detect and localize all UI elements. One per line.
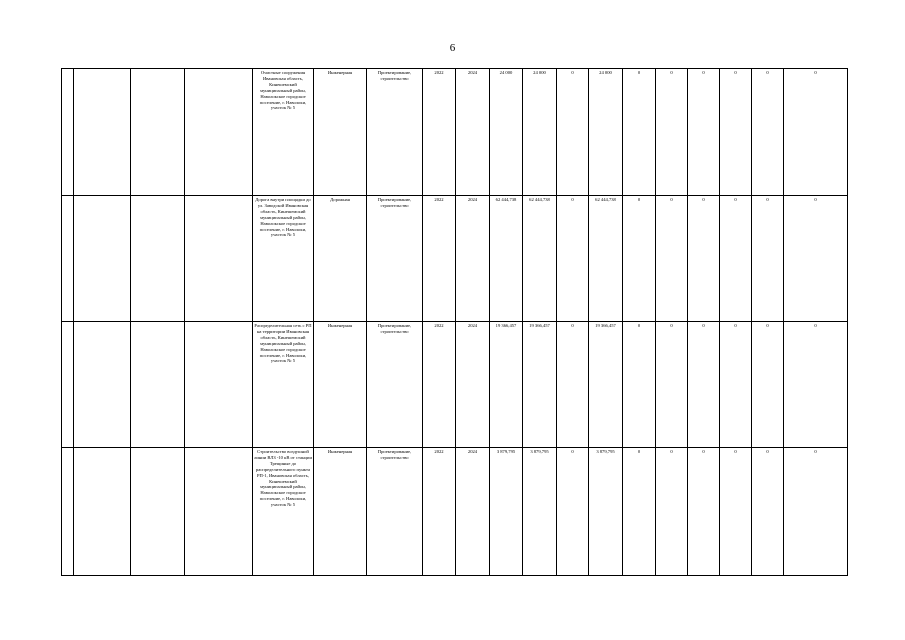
empty-cell bbox=[185, 69, 253, 196]
value-cell-v8: 0 bbox=[752, 69, 784, 196]
object-name-cell: Очистные сооружения Ивановская область, Кинешемский муниципальный район, Наволокское городское поселение, г. Наволоки, участок № 5 bbox=[253, 69, 314, 196]
empty-cell bbox=[185, 322, 253, 448]
value-cell-v2: 0 bbox=[557, 196, 589, 322]
table-row bbox=[62, 196, 902, 322]
value-cell-v9: 0 bbox=[784, 69, 848, 196]
value-cell-v8: 0 bbox=[752, 196, 784, 322]
value-cell-v9: 0 bbox=[784, 196, 848, 322]
end-year-cell: 2024 bbox=[456, 448, 490, 576]
empty-cell bbox=[62, 448, 74, 576]
value-cell-v2: 0 bbox=[557, 322, 589, 448]
value-cell-v5: 0 bbox=[656, 322, 688, 448]
value-cell-v2: 0 bbox=[557, 448, 589, 576]
start-year-cell: 2022 bbox=[423, 448, 456, 576]
value-cell-v6: 0 bbox=[688, 196, 720, 322]
value-cell-v7: 0 bbox=[720, 322, 752, 448]
value-cell-v1: 24 000 bbox=[523, 69, 557, 196]
stage-cell: Проектирование, строительство bbox=[367, 448, 423, 576]
object-name-cell: Распределительная сеть с РП на территории Ивановская область, Кинешемский муниципальный район, Наволокское городское поселение, г. Наволоки, участок № 5 bbox=[253, 322, 314, 448]
value-cell-v8: 0 bbox=[752, 448, 784, 576]
object-type-cell: Инженерная bbox=[314, 448, 367, 576]
object-name-cell: Дорога внутри площадки до ул. Заводской Ивановская область, Кинешемский муниципальный район, Наволокское городское поселение, г. Наволоки, участок № 5 bbox=[253, 196, 314, 322]
value-cell-v6: 0 bbox=[688, 322, 720, 448]
table-row bbox=[62, 69, 902, 196]
table-row bbox=[62, 322, 902, 448]
start-year-cell: 2022 bbox=[423, 322, 456, 448]
empty-cell bbox=[62, 196, 74, 322]
end-year-cell: 2024 bbox=[456, 196, 490, 322]
value-cell-v5: 0 bbox=[656, 69, 688, 196]
value-cell-v3: 24 000 bbox=[589, 69, 623, 196]
empty-cell bbox=[62, 322, 74, 448]
start-year-cell: 2022 bbox=[423, 196, 456, 322]
stage-cell: Проектирование, строительство bbox=[367, 322, 423, 448]
value-cell-v4: 0 bbox=[623, 448, 656, 576]
projects-table bbox=[61, 68, 902, 576]
value-cell-v4: 0 bbox=[623, 69, 656, 196]
empty-cell bbox=[185, 196, 253, 322]
value-cell-v1: 3 879,795 bbox=[523, 448, 557, 576]
table-row bbox=[62, 448, 902, 576]
value-cell-v6: 0 bbox=[688, 448, 720, 576]
start-year-cell: 2022 bbox=[423, 69, 456, 196]
end-year-cell: 2024 bbox=[456, 69, 490, 196]
empty-cell bbox=[62, 69, 74, 196]
value-cell-total: 24 000 bbox=[490, 69, 523, 196]
value-cell-v7: 0 bbox=[720, 448, 752, 576]
value-cell-total: 19 366,457 bbox=[490, 322, 523, 448]
value-cell-v4: 0 bbox=[623, 196, 656, 322]
end-year-cell: 2024 bbox=[456, 322, 490, 448]
value-cell-v5: 0 bbox=[656, 196, 688, 322]
value-cell-v3: 3 879,795 bbox=[589, 448, 623, 576]
value-cell-v4: 0 bbox=[623, 322, 656, 448]
value-cell-v3: 62 444,738 bbox=[589, 196, 623, 322]
empty-cell bbox=[185, 448, 253, 576]
stage-cell: Проектирование, строительство bbox=[367, 196, 423, 322]
value-cell-v7: 0 bbox=[720, 196, 752, 322]
value-cell-v9: 0 bbox=[784, 448, 848, 576]
object-type-cell: Инженерная bbox=[314, 322, 367, 448]
empty-cell bbox=[131, 196, 185, 322]
value-cell-v3: 19 366,457 bbox=[589, 322, 623, 448]
empty-cell bbox=[74, 448, 131, 576]
value-cell-v6: 0 bbox=[688, 69, 720, 196]
empty-cell bbox=[74, 196, 131, 322]
object-name-cell: Строительство воздушной линии ВЛЗ -10 кВ от станции Трещиные до распределительного пункта РП-1, Ивановская область, Кинешемский муниципальный район, Наволокское городское поселение, г. Наволоки, участок № 5 bbox=[253, 448, 314, 576]
value-cell-v9: 0 bbox=[784, 322, 848, 448]
object-type-cell: Дорожная bbox=[314, 196, 367, 322]
stage-cell: Проектирование, строительство bbox=[367, 69, 423, 196]
empty-cell bbox=[131, 69, 185, 196]
empty-cell bbox=[74, 322, 131, 448]
value-cell-total: 62 444,738 bbox=[490, 196, 523, 322]
value-cell-v1: 19 366,457 bbox=[523, 322, 557, 448]
empty-cell bbox=[131, 448, 185, 576]
value-cell-v5: 0 bbox=[656, 448, 688, 576]
empty-cell bbox=[131, 322, 185, 448]
value-cell-v8: 0 bbox=[752, 322, 784, 448]
object-type-cell: Инженерная bbox=[314, 69, 367, 196]
value-cell-v2: 0 bbox=[557, 69, 589, 196]
value-cell-v1: 62 444,738 bbox=[523, 196, 557, 322]
value-cell-total: 3 879,795 bbox=[490, 448, 523, 576]
page-number: 6 bbox=[449, 42, 456, 54]
empty-cell bbox=[74, 69, 131, 196]
value-cell-v7: 0 bbox=[720, 69, 752, 196]
